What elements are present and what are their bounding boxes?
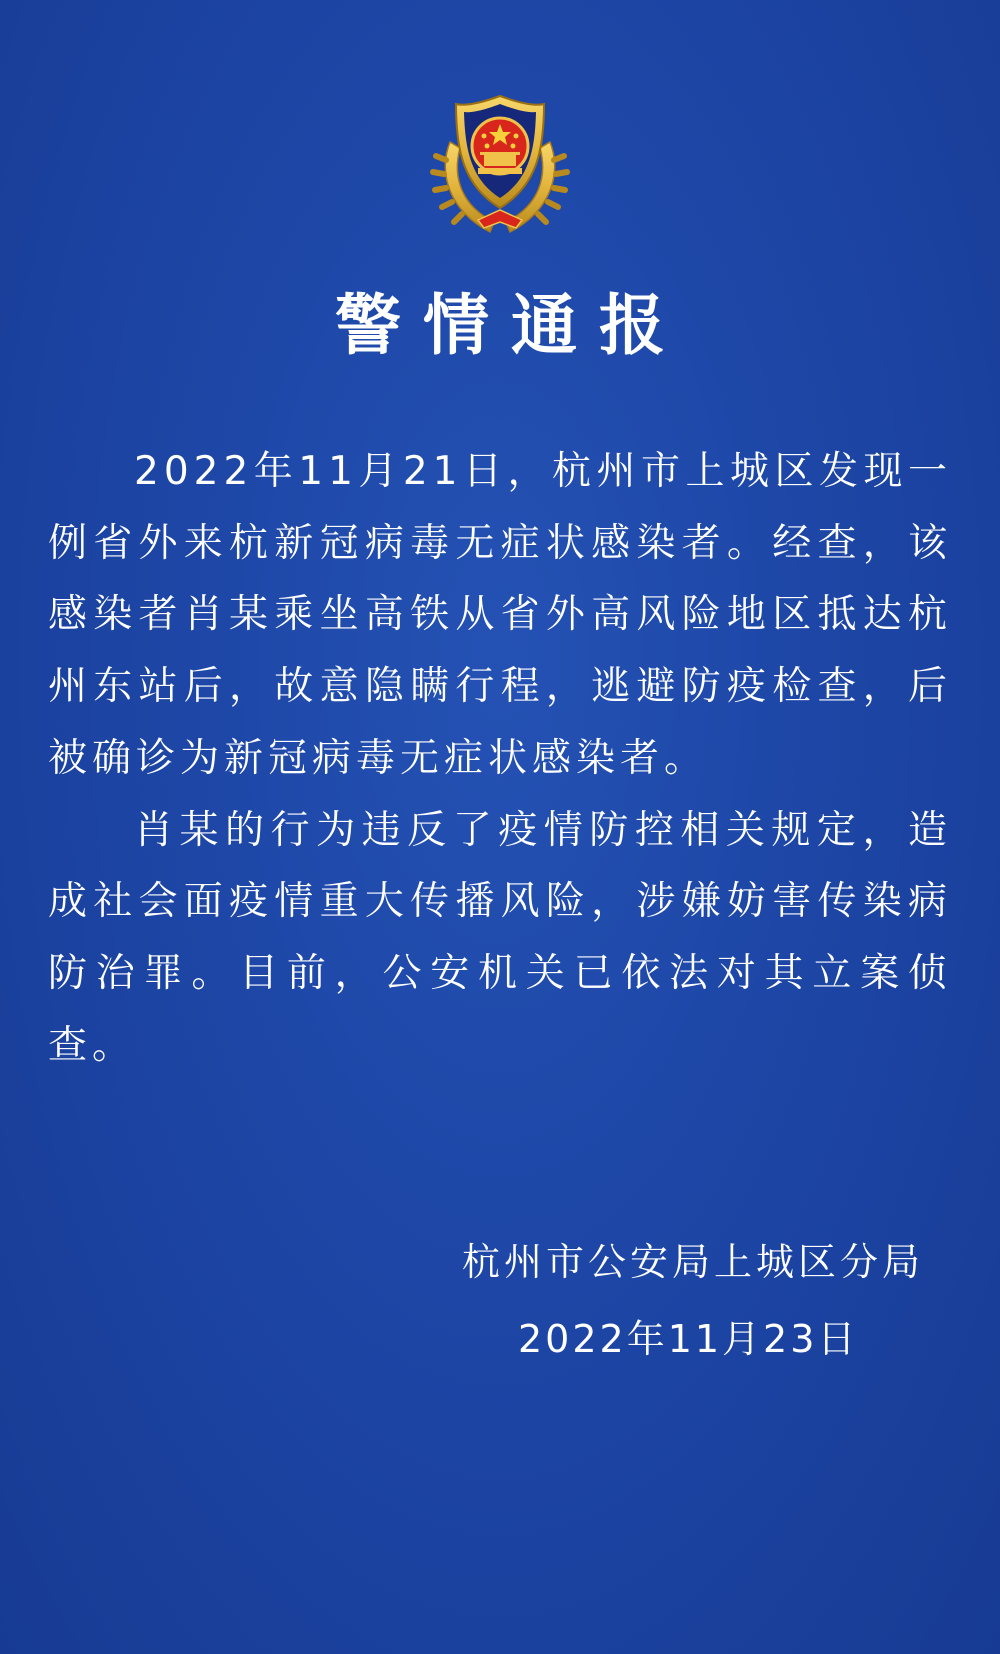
issue-date: 2022年11月23日 xyxy=(518,1317,859,1361)
paragraph: 肖某的行为违反了疫情防控相关规定，造成社会面疫情重大传播风险，涉嫌妨害传染病防治罪。目前，公安机关已依法对其立案侦查。 xyxy=(48,807,952,1068)
notice-body xyxy=(48,436,952,1081)
issuer-name: 杭州市公安局上城区分局 xyxy=(462,1240,925,1284)
notice-title: 警情通报 xyxy=(335,286,687,364)
paragraph: 2022年11月21日，杭州市上城区发现一例省外来杭新冠病毒无症状感染者。经查，该感染者肖某乘坐高铁从省外高风险地区抵达杭州东站后，故意隐瞒行程，逃避防疫检查，后被确诊为新冠病毒无症状感染者。 xyxy=(48,449,952,781)
police-emblem-icon xyxy=(420,82,580,242)
